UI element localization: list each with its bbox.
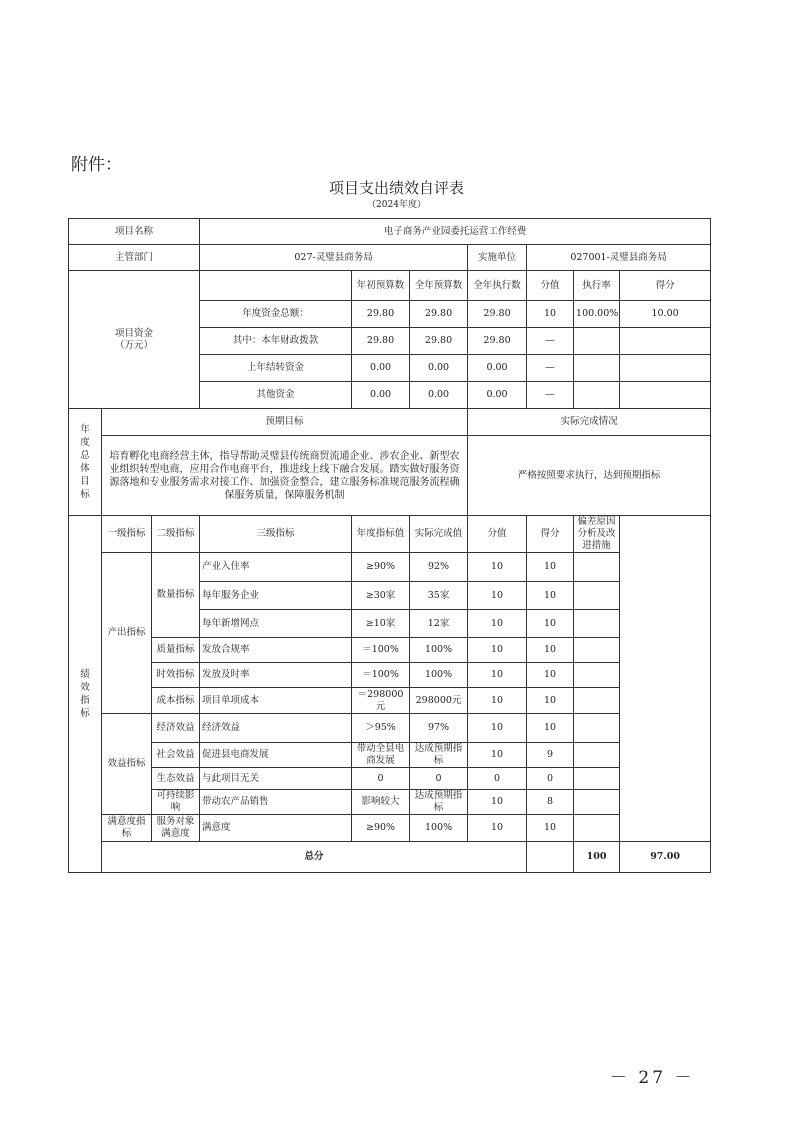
perf-l2-sustainable: 可持续影响 [152,790,200,815]
funds-row-name: 其他资金 [200,382,352,409]
actual-goal-text: 严格按照要求执行，达到预期指标 [468,436,711,516]
perf-l3: 经济效益 [200,714,352,743]
perf-score: 10 [527,815,574,842]
perf-header-l2: 二级指标 [152,516,200,553]
dept-label: 主管部门 [69,245,200,271]
page-number: － 27 － [610,1068,695,1088]
funds-row-name: 上年结转资金 [200,355,352,382]
perf-header-actual: 实际完成值 [410,516,468,553]
funds-header-full: 全年预算数 [410,271,468,301]
perf-actual: 0 [410,768,468,790]
funds-row-weight: 10 [527,301,574,328]
funds-row-exec: 29.80 [468,301,527,328]
perf-score: 8 [527,790,574,815]
perf-actual: 92% [410,553,468,582]
perf-reason [574,768,620,790]
document-title: 项目支出绩效自评表 [328,179,464,197]
funds-row-exec: 0.00 [468,355,527,382]
funds-row-score [620,355,711,382]
total-weight: 100 [574,842,620,873]
department-row [69,245,711,271]
performance-evaluation-table [68,218,711,873]
funds-row-init: 29.80 [352,328,410,355]
funds-row-full: 0.00 [410,355,468,382]
perf-row [69,553,711,582]
perf-actual: 12家 [410,610,468,638]
perf-target: ＞95% [352,714,410,743]
funds-row-score [620,382,711,409]
perf-target: 影响较大 [352,790,410,815]
perf-header-row [69,516,711,553]
perf-score: 10 [527,638,574,663]
perf-row [69,638,711,663]
perf-target: ≥30家 [352,582,410,610]
perf-reason [574,815,620,842]
funds-row-score: 10.00 [620,301,711,328]
perf-score: 10 [527,663,574,688]
attachment-label: 附件： [71,155,122,175]
perf-header-reason: 偏差原因分析及改进措施 [574,516,620,553]
perf-actual: 100% [410,638,468,663]
expected-goal-text: 培育孵化电商经营主体，指导帮助灵璧县传统商贸流通企业、涉农企业、新型农业组织转型电商，应用合作电商平台，推进线上线下融合发展。踏实做好服务资源落地和专业服务需求对接工作、加强资金整合，建立服务标准规范服务流程确保服务质量，保障服务机制 [102,436,468,516]
funds-header-init: 年初预算数 [352,271,410,301]
funds-row-name: 年度资金总额： [200,301,352,328]
perf-l2-quality: 质量指标 [152,638,200,663]
perf-target: ＝100% [352,663,410,688]
document-subtitle: （2024年度） [367,200,426,210]
perf-l3: 促进县电商发展 [200,743,352,768]
funds-label [69,271,200,409]
perf-target: ≥90% [352,553,410,582]
perf-l3: 满意度 [200,815,352,842]
funds-header-blank [200,271,352,301]
perf-weight: 10 [468,610,527,638]
perf-score: 10 [527,688,574,714]
perf-header-score: 得分 [527,516,574,553]
perf-l1-benefit: 效益指标 [102,714,152,815]
perf-reason [574,638,620,663]
perf-score: 10 [527,553,574,582]
funds-row-weight: — [527,328,574,355]
expected-goal-header: 预期目标 [102,409,468,436]
funds-row-score [620,328,711,355]
total-actual-blank [527,842,574,873]
perf-reason [574,714,620,743]
perf-row [69,714,711,743]
perf-weight: 10 [468,688,527,714]
perf-weight: 10 [468,582,527,610]
goals-header-row [69,409,711,436]
funds-row-init: 29.80 [352,301,410,328]
funds-header-row [69,271,711,301]
perf-reason [574,610,620,638]
perf-score: 0 [527,768,574,790]
perf-row [69,663,711,688]
perf-actual: 100% [410,663,468,688]
dept-value: 027-灵璧县商务局 [200,245,468,271]
funds-row-full: 29.80 [410,328,468,355]
perf-target: ＝298000元 [352,688,410,714]
funds-header-weight: 分值 [527,271,574,301]
perf-target: 带动全县电商发展 [352,743,410,768]
perf-l1-output: 产出指标 [102,553,152,714]
perf-target: ≥10家 [352,610,410,638]
funds-row-full: 0.00 [410,382,468,409]
perf-l3: 带动农产品销售 [200,790,352,815]
funds-row-init: 0.00 [352,355,410,382]
perf-l3: 与此项目无关 [200,768,352,790]
perf-weight: 10 [468,553,527,582]
perf-l3: 每年服务企业 [200,582,352,610]
perf-l2-social: 社会效益 [152,743,200,768]
perf-l3: 发放合规率 [200,638,352,663]
perf-actual: 达成预期指标 [410,790,468,815]
perf-actual: 298000元 [410,688,468,714]
project-name-label: 项目名称 [69,219,200,245]
perf-row [69,768,711,790]
perf-score: 10 [527,582,574,610]
perf-l2-cost: 成本指标 [152,688,200,714]
perf-weight: 10 [468,743,527,768]
perf-score: 10 [527,610,574,638]
perf-actual: 100% [410,815,468,842]
perf-weight: 0 [468,768,527,790]
perf-weight: 10 [468,790,527,815]
funds-row-weight: — [527,355,574,382]
funds-row-rate [574,328,620,355]
perf-l1-satisfaction: 满意度指标 [102,815,152,842]
project-name-row [69,219,711,245]
funds-row-init: 0.00 [352,382,410,409]
funds-header-rate: 执行率 [574,271,620,301]
perf-header-l3: 三级指标 [200,516,352,553]
perf-weight: 10 [468,638,527,663]
funds-label-line2: （万元） [115,339,154,351]
perf-l2-ecological: 生态效益 [152,768,200,790]
funds-row-full: 29.80 [410,301,468,328]
perf-weight: 10 [468,815,527,842]
perf-l2-timeliness: 时效指标 [152,663,200,688]
perf-label: 绩效指标 [69,516,102,873]
perf-row [69,815,711,842]
impl-label: 实施单位 [468,245,527,271]
funds-row-rate [574,355,620,382]
perf-l3: 项目单项成本 [200,688,352,714]
perf-header-weight: 分值 [468,516,527,553]
perf-l3: 每年新增网点 [200,610,352,638]
perf-reason [574,553,620,582]
perf-actual: 达成预期指标 [410,743,468,768]
total-row [69,842,711,873]
perf-row [69,688,711,714]
perf-score: 10 [527,714,574,743]
funds-header-exec: 全年执行数 [468,271,527,301]
funds-row-name: 其中：本年财政拨款 [200,328,352,355]
perf-reason [574,582,620,610]
total-score: 97.00 [620,842,711,873]
goals-label: 年度总体目标 [69,409,102,516]
perf-l3: 产业入住率 [200,553,352,582]
perf-row [69,790,711,815]
funds-header-score: 得分 [620,271,711,301]
perf-weight: 10 [468,663,527,688]
perf-l3: 发放及时率 [200,663,352,688]
perf-target: ≥90% [352,815,410,842]
perf-weight: 10 [468,714,527,743]
funds-row-rate [574,382,620,409]
perf-actual: 35家 [410,582,468,610]
perf-reason [574,790,620,815]
perf-reason [574,663,620,688]
perf-l2-economic: 经济效益 [152,714,200,743]
perf-row [69,743,711,768]
perf-header-l1: 一级指标 [102,516,152,553]
perf-l2-service-satisfaction: 服务对象满意度 [152,815,200,842]
funds-row-exec: 0.00 [468,382,527,409]
perf-actual: 97% [410,714,468,743]
perf-reason [574,688,620,714]
perf-reason [574,743,620,768]
project-name-value: 电子商务产业园委托运营工作经费 [200,219,711,245]
funds-row-rate: 100.00% [574,301,620,328]
perf-score: 9 [527,743,574,768]
impl-value: 027001-灵璧县商务局 [527,245,711,271]
actual-goal-header: 实际完成情况 [468,409,711,436]
funds-row-weight: — [527,382,574,409]
perf-target: ＝100% [352,638,410,663]
perf-l2-quantity: 数量指标 [152,553,200,638]
perf-target: 0 [352,768,410,790]
goals-content-row [69,436,711,516]
perf-header-target: 年度指标值 [352,516,410,553]
funds-row-exec: 29.80 [468,328,527,355]
total-label: 总分 [102,842,527,873]
funds-label-line1: 项目资金 [115,327,154,339]
